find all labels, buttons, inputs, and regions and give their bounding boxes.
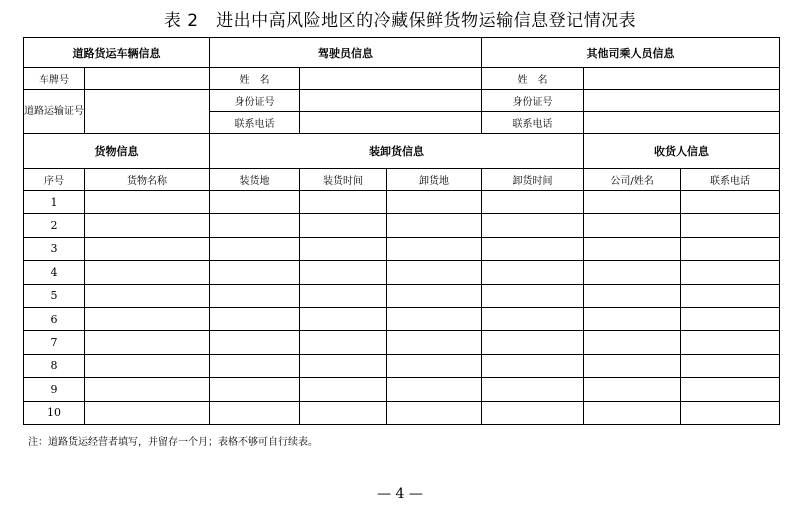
other-phone-label: 联系电话 — [482, 112, 584, 134]
col-header-serial: 序号 — [24, 169, 85, 191]
company-name-cell[interactable] — [584, 261, 681, 284]
goods-name-cell[interactable] — [85, 401, 210, 424]
footnote: 注：道路货运经营者填写，并留存一个月；表格不够可自行续表。 — [28, 437, 318, 448]
company-name-cell[interactable] — [584, 401, 681, 424]
col-header-loading-place: 装货地 — [210, 169, 300, 191]
loading-place-cell[interactable] — [210, 378, 300, 401]
other-crew-header: 其他司乘人员信息 — [482, 38, 780, 68]
driver-id-cell[interactable] — [300, 90, 482, 112]
consignee-phone-cell[interactable] — [681, 237, 780, 260]
consignee-phone-cell[interactable] — [681, 354, 780, 377]
unloading-place-cell[interactable] — [387, 214, 482, 237]
row-number: 6 — [24, 307, 85, 330]
goods-name-cell[interactable] — [85, 354, 210, 377]
loading-place-cell[interactable] — [210, 354, 300, 377]
driver-name-cell[interactable] — [300, 68, 482, 90]
info-row-1 — [24, 68, 780, 90]
table-row — [24, 354, 780, 377]
unloading-place-cell[interactable] — [387, 237, 482, 260]
unloading-time-cell[interactable] — [482, 261, 584, 284]
loading-time-cell[interactable] — [300, 261, 387, 284]
goods-name-cell[interactable] — [85, 191, 210, 214]
unloading-time-cell[interactable] — [482, 401, 584, 424]
driver-name-label: 姓 名 — [210, 68, 300, 90]
row-number: 2 — [24, 214, 85, 237]
unloading-time-cell[interactable] — [482, 378, 584, 401]
consignee-phone-cell[interactable] — [681, 191, 780, 214]
company-name-cell[interactable] — [584, 284, 681, 307]
consignee-phone-cell[interactable] — [681, 401, 780, 424]
unloading-time-cell[interactable] — [482, 237, 584, 260]
col-header-loading-time: 装货时间 — [300, 169, 387, 191]
loading-place-cell[interactable] — [210, 191, 300, 214]
consignee-phone-cell[interactable] — [681, 214, 780, 237]
info-row-2 — [24, 90, 780, 112]
company-name-cell[interactable] — [584, 214, 681, 237]
unloading-place-cell[interactable] — [387, 354, 482, 377]
table-row — [24, 378, 780, 401]
loading-time-cell[interactable] — [300, 401, 387, 424]
col-header-goods-name: 货物名称 — [85, 169, 210, 191]
loading-place-cell[interactable] — [210, 307, 300, 330]
driver-info-header: 驾驶员信息 — [210, 38, 482, 68]
col-header-company-name: 公司/姓名 — [584, 169, 681, 191]
goods-name-cell[interactable] — [85, 284, 210, 307]
row-number: 3 — [24, 237, 85, 260]
goods-name-cell[interactable] — [85, 307, 210, 330]
loading-time-cell[interactable] — [300, 354, 387, 377]
row-number: 1 — [24, 191, 85, 214]
unloading-time-cell[interactable] — [482, 307, 584, 330]
loading-place-cell[interactable] — [210, 261, 300, 284]
loading-time-cell[interactable] — [300, 191, 387, 214]
page-title: 表 2 进出中高风险地区的冷藏保鲜货物运输信息登记情况表 — [163, 11, 637, 31]
page-number: — 4 — — [377, 486, 423, 502]
goods-name-cell[interactable] — [85, 331, 210, 354]
registration-table — [23, 37, 780, 425]
consignee-phone-cell[interactable] — [681, 307, 780, 330]
unloading-place-cell[interactable] — [387, 307, 482, 330]
col-header-unloading-place: 卸货地 — [387, 169, 482, 191]
row-number: 5 — [24, 284, 85, 307]
unloading-time-cell[interactable] — [482, 191, 584, 214]
driver-id-label: 身份证号 — [210, 90, 300, 112]
company-name-cell[interactable] — [584, 307, 681, 330]
other-phone-cell[interactable] — [584, 112, 780, 134]
col-header-unloading-time: 卸货时间 — [482, 169, 584, 191]
table-row — [24, 331, 780, 354]
unloading-place-cell[interactable] — [387, 191, 482, 214]
unloading-place-cell[interactable] — [387, 378, 482, 401]
other-id-cell[interactable] — [584, 90, 780, 112]
company-name-cell[interactable] — [584, 378, 681, 401]
loading-place-cell[interactable] — [210, 284, 300, 307]
consignee-info-header: 收货人信息 — [584, 134, 780, 169]
goods-name-cell[interactable] — [85, 378, 210, 401]
table-row — [24, 214, 780, 237]
unloading-place-cell[interactable] — [387, 284, 482, 307]
row-number: 10 — [24, 401, 85, 424]
goods-info-header: 货物信息 — [24, 134, 210, 169]
row-number: 4 — [24, 261, 85, 284]
unloading-time-cell[interactable] — [482, 214, 584, 237]
plate-value-cell[interactable] — [85, 68, 210, 90]
unloading-place-cell[interactable] — [387, 401, 482, 424]
consignee-phone-cell[interactable] — [681, 284, 780, 307]
table-row — [24, 401, 780, 424]
goods-name-cell[interactable] — [85, 214, 210, 237]
loading-place-cell[interactable] — [210, 237, 300, 260]
loading-place-cell[interactable] — [210, 214, 300, 237]
unloading-time-cell[interactable] — [482, 284, 584, 307]
company-name-cell[interactable] — [584, 237, 681, 260]
row-number: 8 — [24, 354, 85, 377]
goods-name-cell[interactable] — [85, 261, 210, 284]
company-name-cell[interactable] — [584, 331, 681, 354]
loading-time-cell[interactable] — [300, 378, 387, 401]
loading-time-cell[interactable] — [300, 331, 387, 354]
unloading-time-cell[interactable] — [482, 354, 584, 377]
company-name-cell[interactable] — [584, 191, 681, 214]
table-row — [24, 237, 780, 260]
table-row — [24, 284, 780, 307]
loading-time-cell[interactable] — [300, 284, 387, 307]
loading-time-cell[interactable] — [300, 237, 387, 260]
unloading-place-cell[interactable] — [387, 261, 482, 284]
driver-phone-label: 联系电话 — [210, 112, 300, 134]
table-row — [24, 191, 780, 214]
other-id-label: 身份证号 — [482, 90, 584, 112]
loading-time-cell[interactable] — [300, 214, 387, 237]
consignee-phone-cell[interactable] — [681, 261, 780, 284]
company-name-cell[interactable] — [584, 354, 681, 377]
unloading-time-cell[interactable] — [482, 331, 584, 354]
consignee-phone-cell[interactable] — [681, 378, 780, 401]
plate-label: 车牌号 — [24, 68, 85, 90]
column-header-row — [24, 169, 780, 191]
driver-phone-cell[interactable] — [300, 112, 482, 134]
loading-place-cell[interactable] — [210, 401, 300, 424]
consignee-phone-cell[interactable] — [681, 331, 780, 354]
permit-label: 道路运输证号 — [24, 90, 85, 134]
other-name-label: 姓 名 — [482, 68, 584, 90]
vehicle-info-header: 道路货运车辆信息 — [24, 38, 210, 68]
table-row — [24, 307, 780, 330]
other-name-cell[interactable] — [584, 68, 780, 90]
loading-time-cell[interactable] — [300, 307, 387, 330]
section-header-row-2 — [24, 134, 780, 169]
unloading-place-cell[interactable] — [387, 331, 482, 354]
section-header-row — [24, 38, 780, 68]
row-number: 9 — [24, 378, 85, 401]
goods-name-cell[interactable] — [85, 237, 210, 260]
loading-place-cell[interactable] — [210, 331, 300, 354]
loading-info-header: 装卸货信息 — [210, 134, 584, 169]
table-row — [24, 261, 780, 284]
row-number: 7 — [24, 331, 85, 354]
col-header-consignee-phone: 联系电话 — [681, 169, 780, 191]
permit-value-cell[interactable] — [85, 90, 210, 134]
